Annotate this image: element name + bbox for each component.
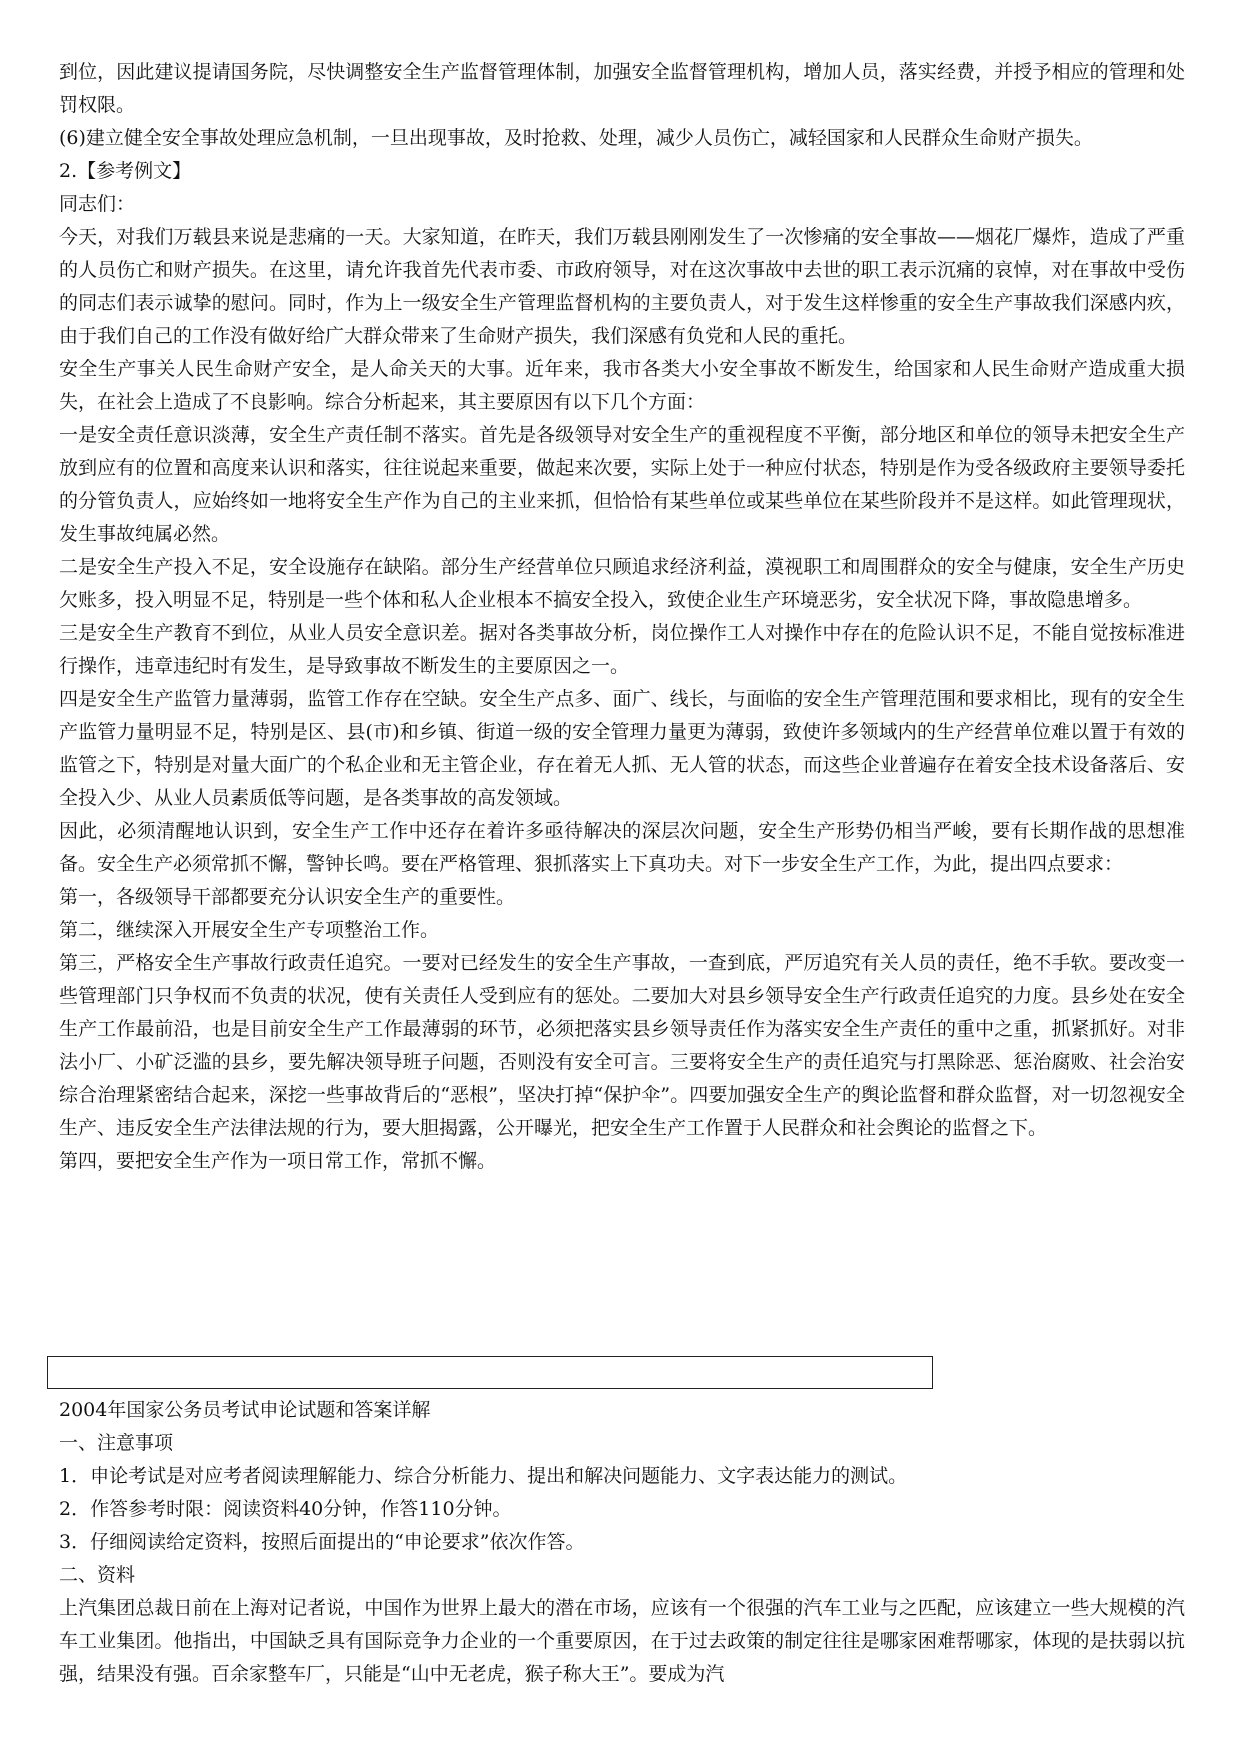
requirement-2: 第二，继续深入开展安全生产专项整治工作。 — [59, 919, 440, 941]
requirement-3: 第三，严格安全生产事故行政责任追究。一要对已经发生的安全生产事故，一查到底，严厉追究有关人员的责任，绝不手软。要改变一些管理部门只争权而不负责的状况，使有关责任人受到应有的惩处。二要加大对县乡领导安全生产行政责任追究的力度。县乡处在安全生产工作最前沿，也是目前安全生产工作最薄弱的环节，必须把落实县乡领导责任作为落实安全生产责任的重中之重，抓紧抓好。对非法小厂、小矿泛滥的县乡，要先解决领导班子问题，否则没有安全可言。三要将安全生产的责任追究与打黑除恶、惩治腐败、社会治安综合治理紧密结合起来，深挖一些事故背后的“恶根”，坚决打掉“保护伞”。四要加强安全生产的舆论监督和群众监督，对一切忽视安全生产、违反安全生产法律法规的行为，要大胆揭露，公开曝光，把安全生产工作置于人民群众和社会舆论的监督之下。 — [59, 952, 1185, 1139]
paragraph-emergency-mechanism: (6)建立健全安全事故处理应急机制，一旦出现事故，及时抢救、处理，减少人员伤亡，减轻国家和人民群众生命财产损失。 — [59, 127, 1093, 149]
paragraph-reason-3: 三是安全生产教育不到位，从业人员安全意识差。据对各类事故分析，岗位操作工人对操作中存在的危险认识不足，不能自觉按标准进行操作，违章违纪时有发生，是导致事故不断发生的主要原因之一。 — [59, 622, 1185, 677]
salutation: 同志们： — [59, 193, 136, 215]
material-paragraph: 上汽集团总裁日前在上海对记者说，中国作为世界上最大的潜在市场，应该有一个很强的汽车工业与之匹配，应该建立一些大规模的汽车工业集团。他指出，中国缺乏具有国际竞争力企业的一个重要原因，在于过去政策的制定往往是哪家困难帮哪家，体现的是扶弱以抗强，结果没有强。百余家整车厂，只能是“山中无老虎，猴子称大王”。要成为汽 — [59, 1597, 1185, 1685]
requirement-1: 第一，各级领导干部都要充分认识安全生产的重要性。 — [59, 886, 516, 908]
paragraph-supervision-system: 到位，因此建议提请国务院，尽快调整安全生产监督管理体制，加强安全监督管理机构，增加人员，落实经费，并授予相应的管理和处罚权限。 — [59, 61, 1185, 116]
note-item-1: 1．申论考试是对应考者阅读理解能力、综合分析能力、提出和解决问题能力、文字表达能力的测试。 — [59, 1465, 908, 1487]
paragraph-reason-4: 四是安全生产监管力量薄弱，监管工作存在空缺。安全生产点多、面广、线长，与面临的安全生产管理范围和要求相比，现有的安全生产监管力量明显不足，特别是区、县(市)和乡镇、街道一级的安全管理力量更为薄弱，致使许多领域内的生产经营单位难以置于有效的监管之下，特别是对量大面广的个私企业和无主管企业，存在着无人抓、无人管的状态，而这些企业普遍存在着安全技术设备落后、安全投入少、从业人员素质低等问题，是各类事故的高发领域。 — [59, 688, 1185, 809]
materials-heading: 二、资料 — [59, 1564, 136, 1586]
paragraph-conclusion: 因此，必须清醒地认识到，安全生产工作中还存在着许多亟待解决的深层次问题，安全生产形势仍相当严峻，要有长期作战的思想准备。安全生产必须常抓不懈，警钟长鸣。要在严格管理、狠抓落实上下真功夫。对下一步安全生产工作，为此，提出四点要求： — [59, 820, 1185, 875]
requirement-4: 第四，要把安全生产作为一项日常工作，常抓不懈。 — [59, 1150, 497, 1172]
reference-essay-heading: 2.【参考例文】 — [59, 160, 192, 182]
paragraph-opening: 今天，对我们万载县来说是悲痛的一天。大家知道，在昨天，我们万载县刚刚发生了一次惨痛的安全事故——烟花厂爆炸，造成了严重的人员伤亡和财产损失。在这里，请允许我首先代表市委、市政府领导，对在这次事故中去世的职工表示沉痛的哀悼，对在事故中受伤的同志们表示诚挚的慰问。同时，作为上一级安全生产管理监督机构的主要负责人，对于发生这样惨重的安全生产事故我们深感内疚，由于我们自己的工作没有做好给广大群众带来了生命财产损失，我们深感有负党和人民的重托。 — [59, 226, 1185, 347]
note-item-2: 2．作答参考时限：阅读资料40分钟，作答110分钟。 — [59, 1498, 512, 1520]
exam-section — [59, 1394, 1185, 1691]
exam-title: 2004年国家公务员考试申论试题和答案详解 — [59, 1399, 431, 1421]
note-item-3: 3．仔细阅读给定资料，按照后面提出的“申论要求”依次作答。 — [59, 1531, 585, 1553]
paragraph-reason-2: 二是安全生产投入不足，安全设施存在缺陷。部分生产经营单位只顾追求经济利益，漠视职工和周围群众的安全与健康，安全生产历史欠账多，投入明显不足，特别是一些个体和私人企业根本不搞安全投入，致使企业生产环境恶劣，安全状况下降，事故隐患增多。 — [59, 556, 1185, 611]
notes-heading: 一、注意事项 — [59, 1432, 174, 1454]
paragraph-overview: 安全生产事关人民生命财产安全，是人命关天的大事。近年来，我市各类大小安全事故不断发生，给国家和人民生命财产造成重大损失，在社会上造成了不良影响。综合分析起来，其主要原因有以下几个方面： — [59, 358, 1185, 413]
reference-essay-section — [59, 56, 1185, 1178]
section-divider-box — [47, 1356, 933, 1389]
paragraph-reason-1: 一是安全责任意识淡薄，安全生产责任制不落实。首先是各级领导对安全生产的重视程度不平衡，部分地区和单位的领导未把安全生产放到应有的位置和高度来认识和落实，往往说起来重要，做起来次要，实际上处于一种应付状态，特别是作为受各级政府主要领导委托的分管负责人，应始终如一地将安全生产作为自己的主业来抓，但恰恰有某些单位或某些单位在某些阶段并不是这样。如此管理现状，发生事故纯属必然。 — [59, 424, 1185, 545]
